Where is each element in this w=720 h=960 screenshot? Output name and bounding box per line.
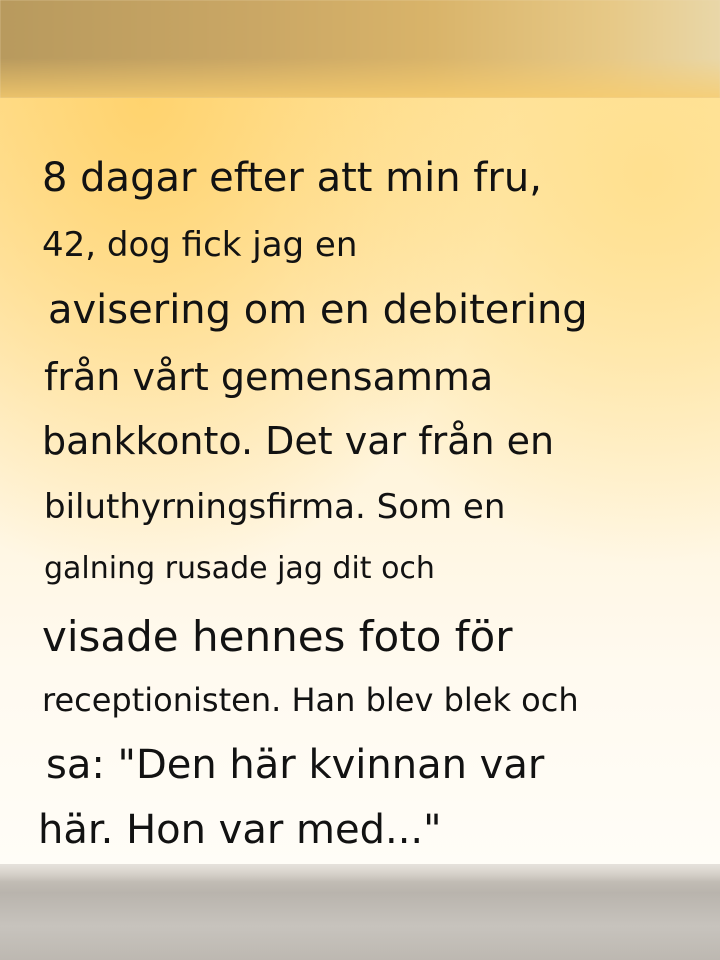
blurred-top-background	[0, 0, 720, 98]
blurred-bottom-background	[0, 864, 720, 960]
story-line-8: visade hennes foto för	[42, 612, 513, 661]
story-line-11: här. Hon var med..."	[38, 807, 442, 853]
story-line-5: bankkonto. Det var från en	[42, 419, 555, 463]
story-line-10: sa: "Den här kvinnan var	[46, 742, 545, 788]
story-line-2: 42, dog fick jag en	[42, 225, 358, 265]
story-line-4: från vårt gemensamma	[44, 355, 494, 399]
story-line-6: biluthyrningsfirma. Som en	[44, 487, 506, 527]
story-line-7: galning rusade jag dit och	[44, 551, 435, 586]
story-line-9: receptionisten. Han blev blek och	[42, 681, 579, 719]
story-line-3: avisering om en debitering	[48, 287, 588, 333]
story-line-1: 8 dagar efter att min fru,	[42, 155, 542, 201]
story-card	[0, 98, 720, 864]
